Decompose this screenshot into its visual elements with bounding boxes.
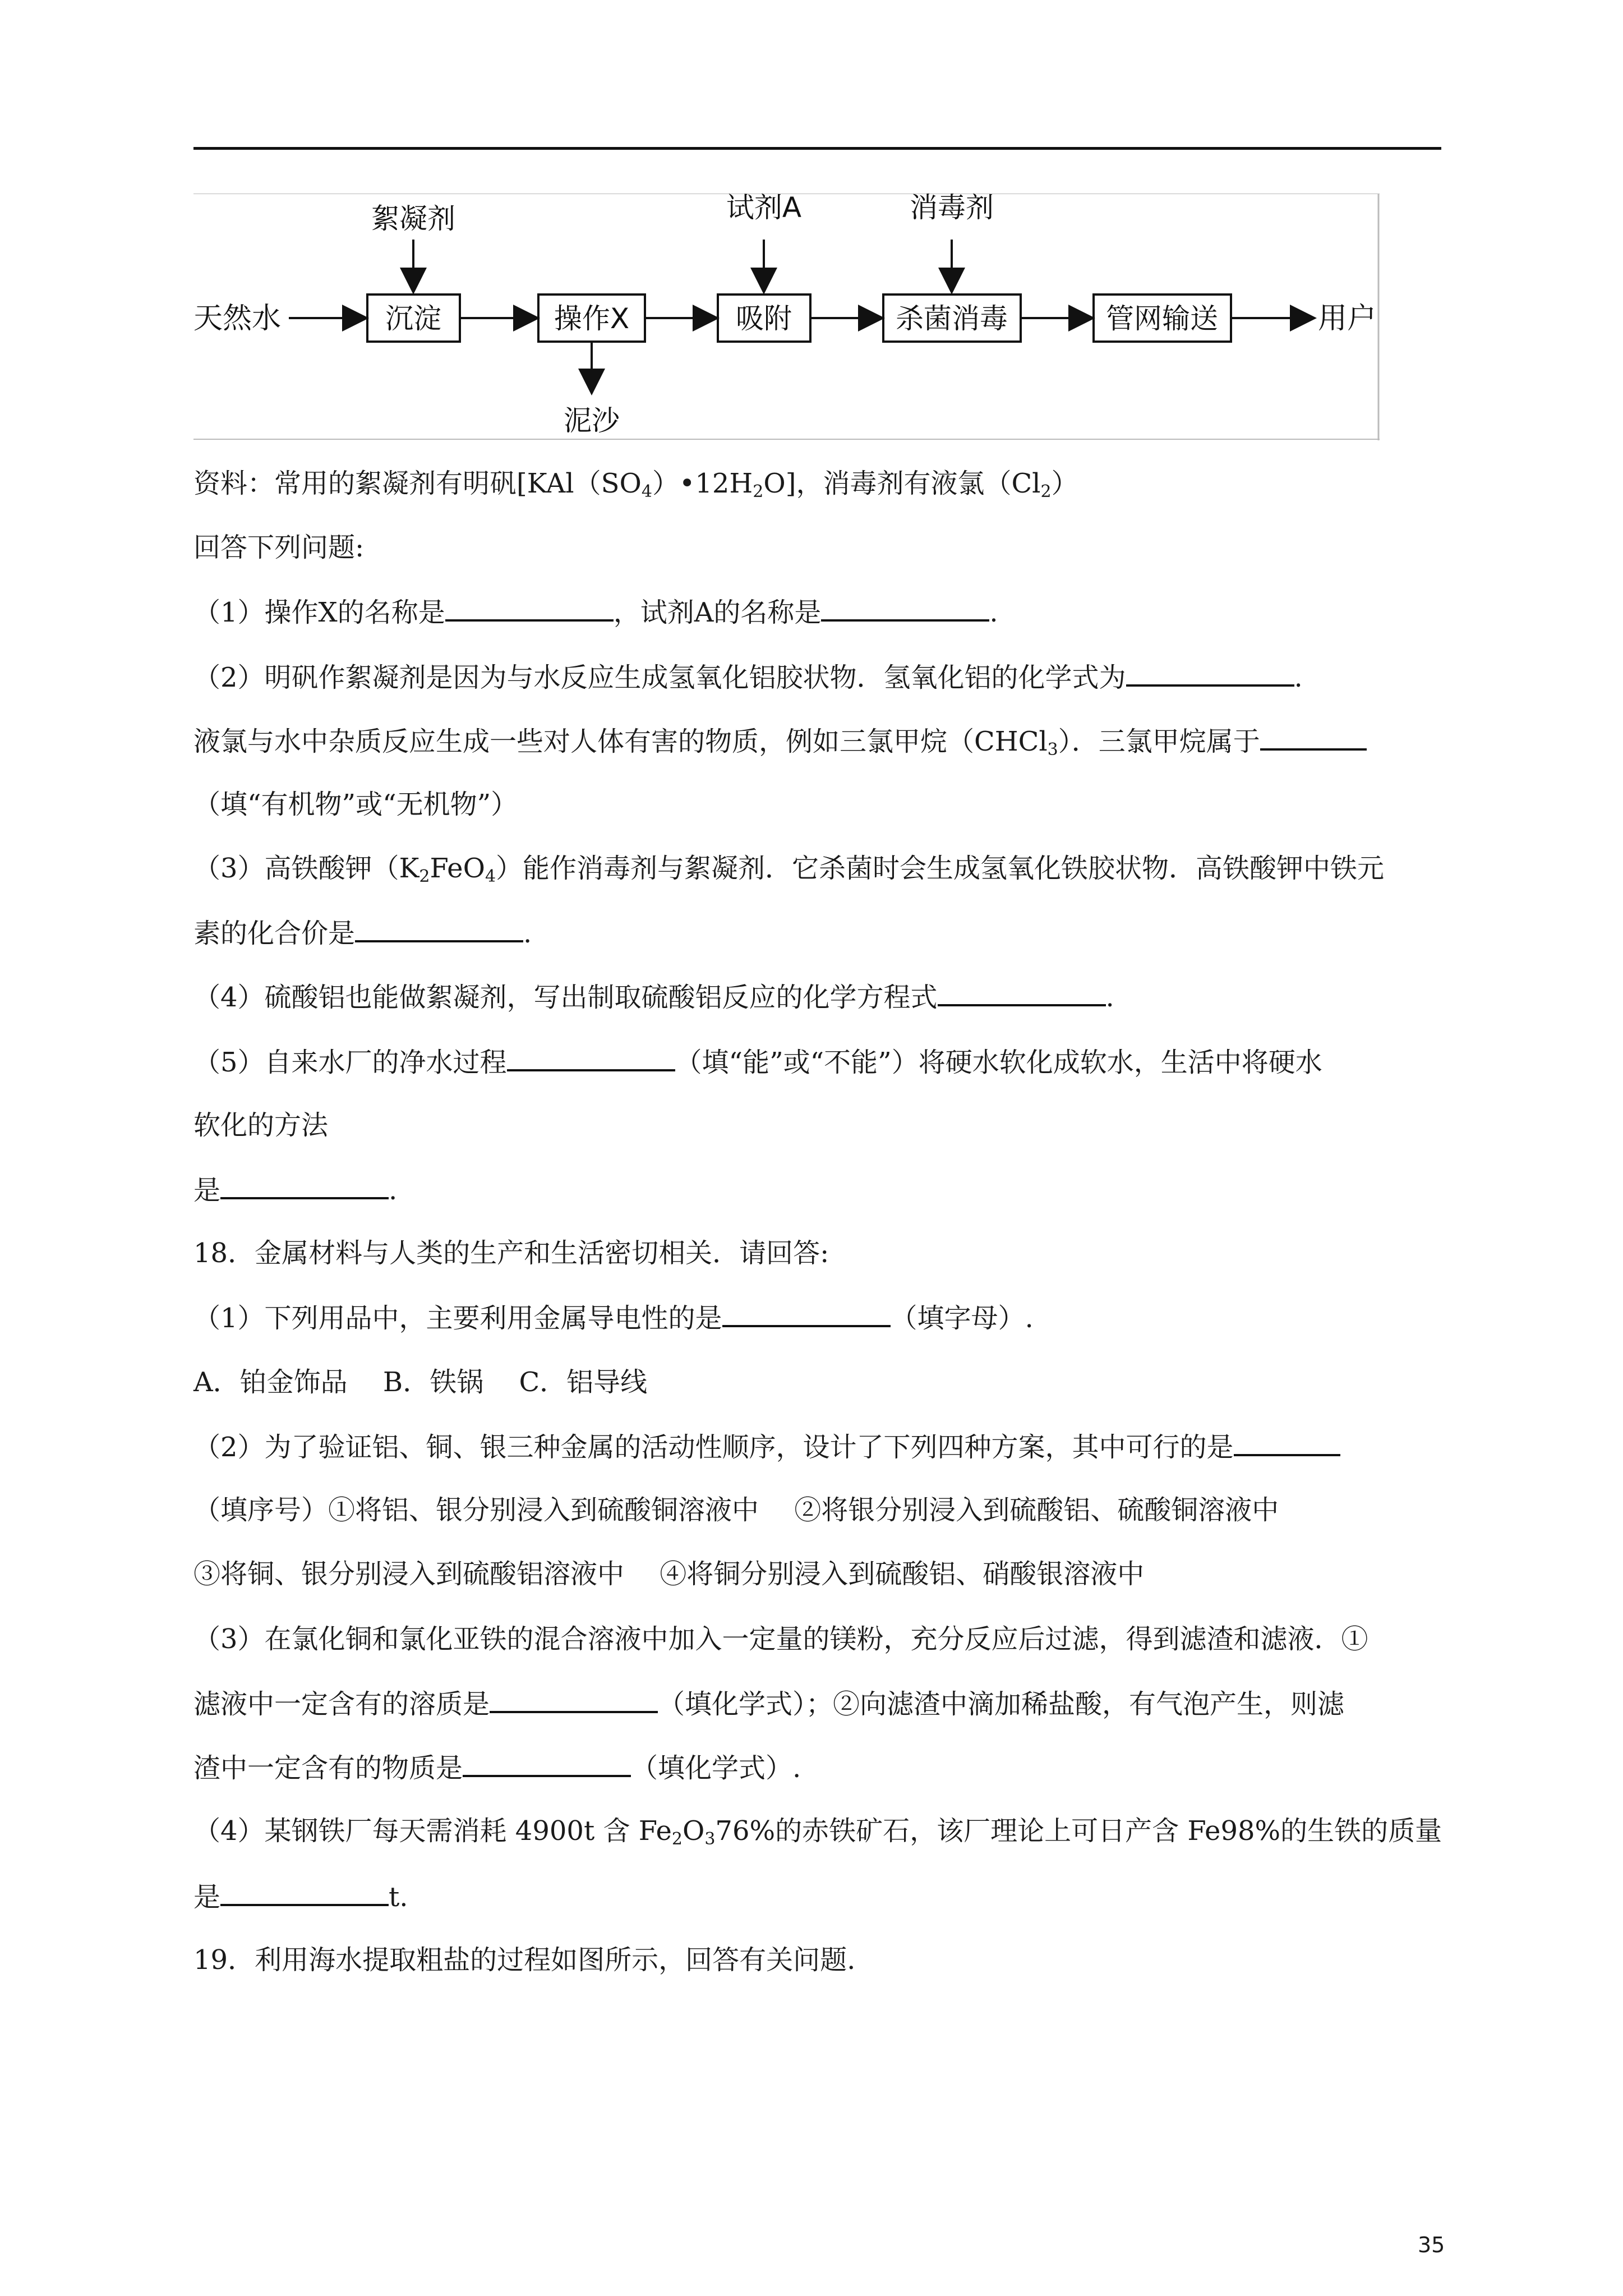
answer-blank[interactable]: [821, 595, 989, 622]
q18-part1-options: A．铂金饰品 B．铁锅 C．铝导线: [193, 1366, 648, 1398]
q17-part2: （2）明矾作絮凝剂是因为与水反应生成氢氧化铝胶状物．氢氧化铝的化学式为 .: [193, 660, 1303, 694]
flow-input-flocculant: 絮凝剂: [371, 203, 455, 235]
answer-blank[interactable]: [1234, 1429, 1340, 1456]
q17-part3-line2: 素的化合价是 .: [193, 915, 532, 950]
page-number: 35: [1418, 2233, 1445, 2257]
q18-part3: （3）在氯化铜和氯化亚铁的混合溶液中加入一定量的镁粉，充分反应后过滤，得到滤渣和滤液．①: [193, 1623, 1368, 1655]
flow-step-4-label: 杀菌消毒: [896, 302, 1008, 335]
q17-part4: （4）硫酸铝也能做絮凝剂，写出制取硫酸铝反应的化学方程式 .: [193, 979, 1114, 1014]
flow-source-label: 天然水: [193, 302, 282, 335]
answer-blank[interactable]: [490, 1686, 658, 1713]
q17-part5: （5）自来水厂的净水过程 （填“能”或“不能”）将硬水软化成软水，生活中将硬水: [193, 1045, 1322, 1079]
flow-output-sediment: 泥沙: [564, 404, 620, 437]
answer-blank[interactable]: [463, 1750, 631, 1777]
flow-step-3-label: 吸附: [736, 302, 792, 335]
answer-prompt: 回答下列问题:: [193, 532, 365, 563]
q18-part1: （1）下列用品中，主要利用金属导电性的是 （填字母）.: [193, 1300, 1034, 1335]
header-rule: [193, 147, 1441, 150]
q17-part2-line3: （填“有机物”或“无机物”）: [193, 789, 518, 820]
flow-step-2-label: 操作X: [554, 302, 630, 335]
flow-input-disinfectant: 消毒剂: [910, 194, 994, 224]
material-note: 资料：常用的絮凝剂有明矾$[KAl(SO_4)•12H_2O]$，消毒剂有液氯$(Cl_2)$: [193, 468, 1078, 501]
q18-part2-line3: ③将铜、银分别浸入到硫酸铝溶液中 ④将铜分别浸入到硫酸铝、硝酸银溶液中: [193, 1558, 1145, 1590]
answer-blank[interactable]: [938, 979, 1106, 1006]
water-treatment-flow-diagram: [193, 194, 1380, 440]
answer-blank[interactable]: [1260, 724, 1367, 751]
answer-blank[interactable]: [355, 915, 523, 942]
q18-part3-line2: 滤液中一定含有的溶质是 （填化学式）；②向滤渣中滴加稀盐酸，有气泡产生，则滤: [193, 1686, 1344, 1721]
q17-part5-line2: 软化的方法: [193, 1110, 329, 1141]
q17-part5-line3: 是 .: [193, 1172, 397, 1207]
q17-part2-line2: 液氯与水中杂质反应生成一些对人体有害的物质，例如三氯甲烷（CHCl$_3$）．三氯甲烷属于: [193, 724, 1367, 758]
flow-input-reagent-a: 试剂A: [726, 194, 802, 224]
q17-part1: （1）操作X的名称是 ，试剂A的名称是 .: [193, 595, 998, 629]
answer-blank[interactable]: [220, 1879, 389, 1906]
answer-blank[interactable]: [220, 1172, 389, 1199]
flow-target-label: 用户: [1318, 302, 1377, 335]
flow-step-5-label: 管网输送: [1106, 302, 1218, 335]
q18-part4-line2: 是 t.: [193, 1879, 408, 1914]
q17-part3: （3）高铁酸钾$(K_2FeO_4)$能作消毒剂与絮凝剂．它杀菌时会生成氢氧化铁胶状物．高铁酸钾中铁元: [193, 853, 1385, 886]
q18-part2-line2: （填序号）①将铝、银分别浸入到硫酸铜溶液中 ②将银分别浸入到硫酸铝、硫酸铜溶液中: [193, 1494, 1279, 1526]
q18-part3-line3: 渣中一定含有的物质是 （填化学式）.: [193, 1750, 801, 1785]
answer-blank[interactable]: [445, 595, 614, 622]
q18-part4: （4）某钢铁厂每天需消耗 4900t 含 $Fe_2O_376\%$的赤铁矿石，该厂理论上可日产含 Fe98%的生铁的质量: [193, 1815, 1442, 1849]
answer-blank[interactable]: [507, 1045, 675, 1071]
flow-step-1-label: 沉淀: [385, 302, 441, 335]
answer-blank[interactable]: [1126, 660, 1294, 687]
q18-part2: （2）为了验证铝、铜、银三种金属的活动性顺序，设计了下列四种方案，其中可行的是: [193, 1429, 1340, 1464]
q18-title: 18．金属材料与人类的生产和生活密切相关．请回答:: [193, 1237, 829, 1269]
answer-blank[interactable]: [722, 1300, 891, 1327]
q19-title: 19．利用海水提取粗盐的过程如图所示，回答有关问题.: [193, 1944, 856, 1976]
